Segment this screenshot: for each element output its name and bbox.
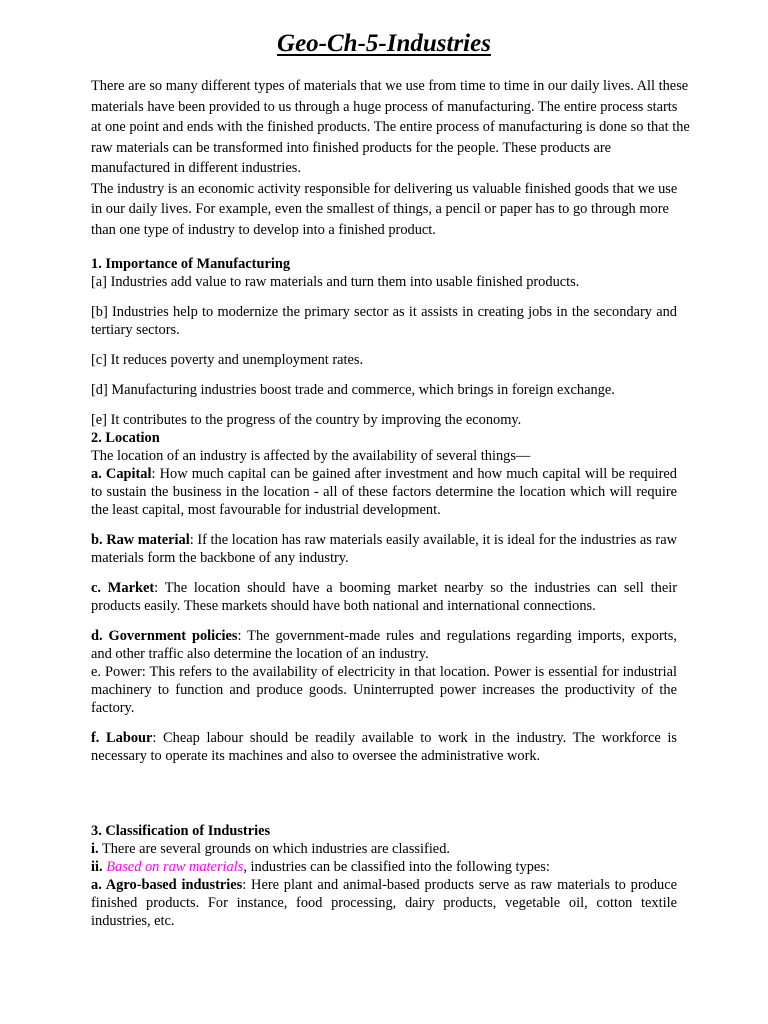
intro-paragraph-1: There are so many different types of materials that we use from time to time in our daily lives. All these materials have been provided to us through a huge process of manufacturing. The entire process starts at one point and ends with the finished products. The entire process of manufacturing is done so that the raw materials can be transformed into finished products for the people. These products are manufactured in different industries.	[91, 78, 690, 176]
labour-label: f. Labour	[91, 730, 153, 746]
raw-material-label: b. Raw material	[91, 532, 190, 548]
importance-item-d: [d] Manufacturing industries boost trade and commerce, which brings in foreign exchange.	[91, 382, 615, 398]
section-classification	[91, 822, 677, 930]
location-raw-material	[91, 531, 677, 567]
labour-text: : Cheap labour should be readily available to work in the industry. The workforce is necessary to operate its machines and also to oversee the administrative work.	[91, 730, 677, 764]
item-i-label: i.	[91, 841, 99, 857]
intro-section	[91, 76, 691, 240]
location-government-policies	[91, 627, 677, 663]
section-2-heading: 2. Location	[91, 430, 160, 446]
classification-item-i	[91, 840, 677, 858]
capital-text: : How much capital can be gained after investment and how much capital will be required to sustain the business in the location - all of these factors determine the location which will require the least capital, most favourable for industrial development.	[91, 466, 677, 518]
item-ii-text: , industries can be classified into the following types:	[243, 859, 550, 875]
market-label: c. Market	[91, 580, 155, 596]
agro-label: a. Agro-based industries	[91, 877, 243, 893]
government-policies-text: : The government-made rules and regulations regarding imports, exports, and other traffic also determine the location of an industry.	[91, 628, 677, 662]
importance-item-e: [e] It contributes to the progress of the country by improving the economy.	[91, 412, 522, 428]
importance-item-b: [b] Industries help to modernize the primary sector as it assists in creating jobs in the secondary and tertiary sectors.	[91, 304, 677, 338]
section-3-heading: 3. Classification of Industries	[91, 823, 271, 839]
government-policies-label: d. Government policies	[91, 628, 238, 644]
raw-materials-highlight: Based on raw materials	[106, 859, 244, 875]
section-importance	[91, 255, 677, 765]
page-title: Geo-Ch-5-Industries	[277, 30, 491, 57]
location-power: e. Power: This refers to the availability of electricity in that location. Power is essential for industrial machinery to function and produce goods. Uninterrupted power increases the productivity of the factory.	[91, 664, 677, 716]
item-ii-label: ii.	[91, 859, 103, 875]
importance-item-c: [c] It reduces poverty and unemployment rates.	[91, 352, 364, 368]
location-capital	[91, 465, 677, 519]
agro-based-industries	[91, 876, 677, 930]
classification-item-ii	[91, 858, 677, 876]
section-1-heading: 1. Importance of Manufacturing	[91, 256, 291, 272]
intro-paragraph-2: The industry is an economic activity responsible for delivering us valuable finished goods that we use in our daily lives. For example, even the smallest of things, a pencil or paper has to go through more than one type of industry to develop into a finished product.	[91, 180, 678, 238]
raw-material-text: : If the location has raw materials easily available, it is ideal for the industries as raw materials form the backbone of any industry.	[91, 532, 678, 566]
location-market	[91, 579, 677, 615]
market-text: : The location should have a booming market nearby so the industries can sell their products easily. These markets should have both national and international connections.	[91, 580, 677, 614]
location-lead: The location of an industry is affected by the availability of several things—	[91, 448, 531, 464]
capital-label: a. Capital	[91, 466, 152, 482]
importance-item-a: [a] Industries add value to raw materials and turn them into usable finished products.	[91, 274, 580, 290]
item-i-text: There are several grounds on which industries are classified.	[98, 841, 450, 857]
agro-text: : Here plant and animal-based products serve as raw materials to produce finished products. For instance, food processing, dairy products, vegetable oil, cotton textile industries, etc.	[91, 877, 677, 929]
location-labour	[91, 729, 677, 765]
